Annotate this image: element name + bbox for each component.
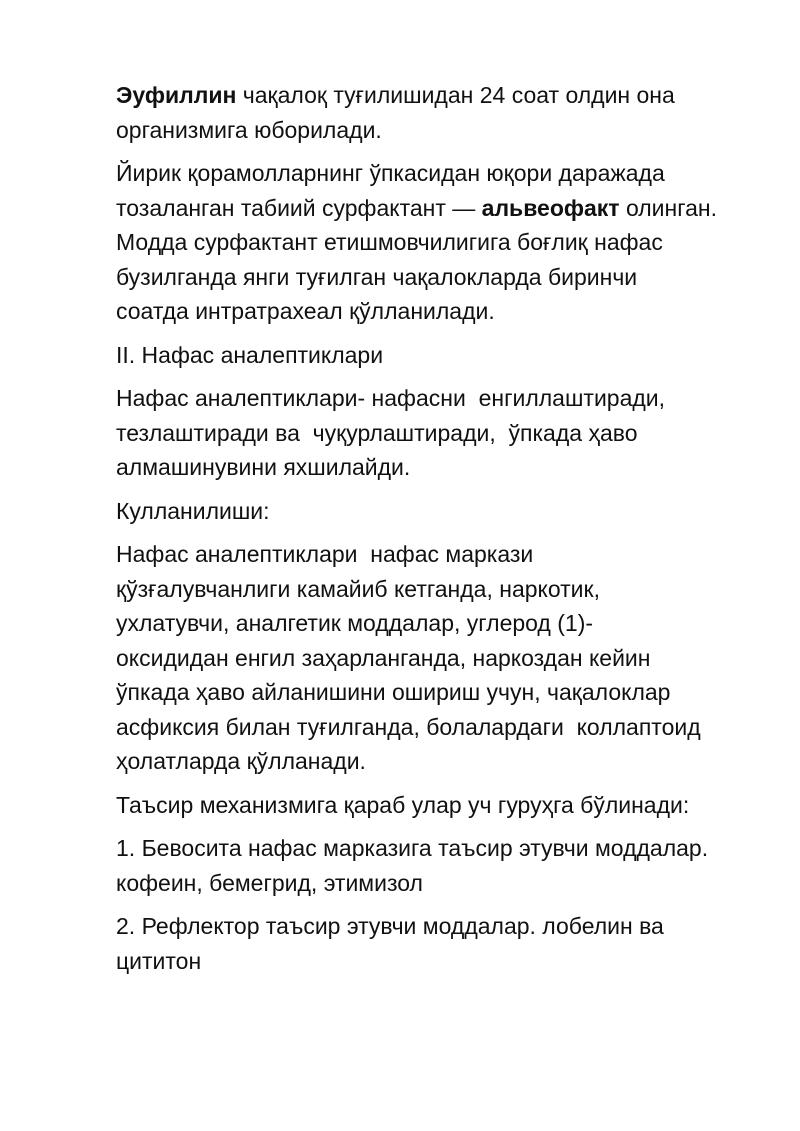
- paragraph-classification: [116, 788, 756, 823]
- section-heading: [116, 338, 756, 373]
- text-line: тезлаштиради ва чуқурлаштиради, ўпкада ҳаво: [116, 419, 638, 446]
- text-line: 1. Бевосита нафас марказига таъсир этувчи моддалар.: [116, 835, 709, 861]
- bold-term-alveofakt: альвеофакт: [481, 194, 620, 221]
- text-line: [116, 191, 756, 226]
- text-line: Модда сурфактант етишмовчилигига боғлиқ нафас: [116, 229, 663, 255]
- text-line: ҳолатларда қўлланади.: [116, 748, 366, 774]
- text-line: оксидидан енгил заҳарланганда, наркоздан кейин: [116, 644, 651, 671]
- text-line: 2. Рефлектор таъсир этувчи моддалар. лобелин ва: [116, 913, 664, 939]
- text-line: соатда интратрахеал қўлланилади.: [116, 298, 495, 324]
- text-line: бузилганда янги туғилган чақалокларда биринчи: [116, 263, 638, 290]
- text-line: цититон: [116, 947, 202, 974]
- text-line: қўзғалувчанлиги камайиб кетганда, наркотик,: [116, 575, 600, 602]
- text-line: ўпкада ҳаво айланишини ошириш учун, чақалоклар: [116, 679, 671, 705]
- text-line: кофеин, бемегрид, этимизол: [116, 869, 423, 896]
- list-item-2: [116, 909, 756, 978]
- text-line: Таъсир механизмига қараб улар уч гуруҳга бўлинади:: [116, 791, 690, 818]
- text-line: II. Нафас аналептиклари: [116, 341, 384, 368]
- text-span: чақалоқ туғилишидан 24 соат олдин она: [236, 82, 675, 108]
- text-line: [116, 78, 756, 113]
- text-line: ухлатувчи, аналгетик моддалар, углерод (1)-: [116, 610, 594, 636]
- subheading-usage: [116, 494, 756, 529]
- text-span: олинган.: [619, 194, 717, 221]
- text-line: асфиксия билан туғилганда, болалардаги коллаптоид: [116, 713, 701, 740]
- paragraph-usage: [116, 537, 756, 779]
- bold-term-eufillin: Эуфиллин: [116, 82, 237, 108]
- text-line: Кулланилиши:: [116, 497, 270, 524]
- text-line: алмашинувини яхшилайди.: [116, 454, 411, 480]
- paragraph-eufillin: [116, 78, 756, 147]
- list-item-1: [116, 831, 756, 900]
- text-line: Нафас аналептиклари нафас маркази: [116, 541, 534, 567]
- document-body: [116, 78, 756, 987]
- text-line: Йирик қорамолларнинг ўпкасидан юқори даражада: [116, 160, 665, 186]
- text-line: Нафас аналептиклари- нафасни енгиллаштиради,: [116, 385, 666, 411]
- paragraph-definition: [116, 381, 756, 485]
- paragraph-alveofakt: [116, 156, 756, 329]
- text-line: организмига юборилади.: [116, 116, 382, 143]
- text-span: тозаланган табиий сурфактант —: [116, 194, 482, 221]
